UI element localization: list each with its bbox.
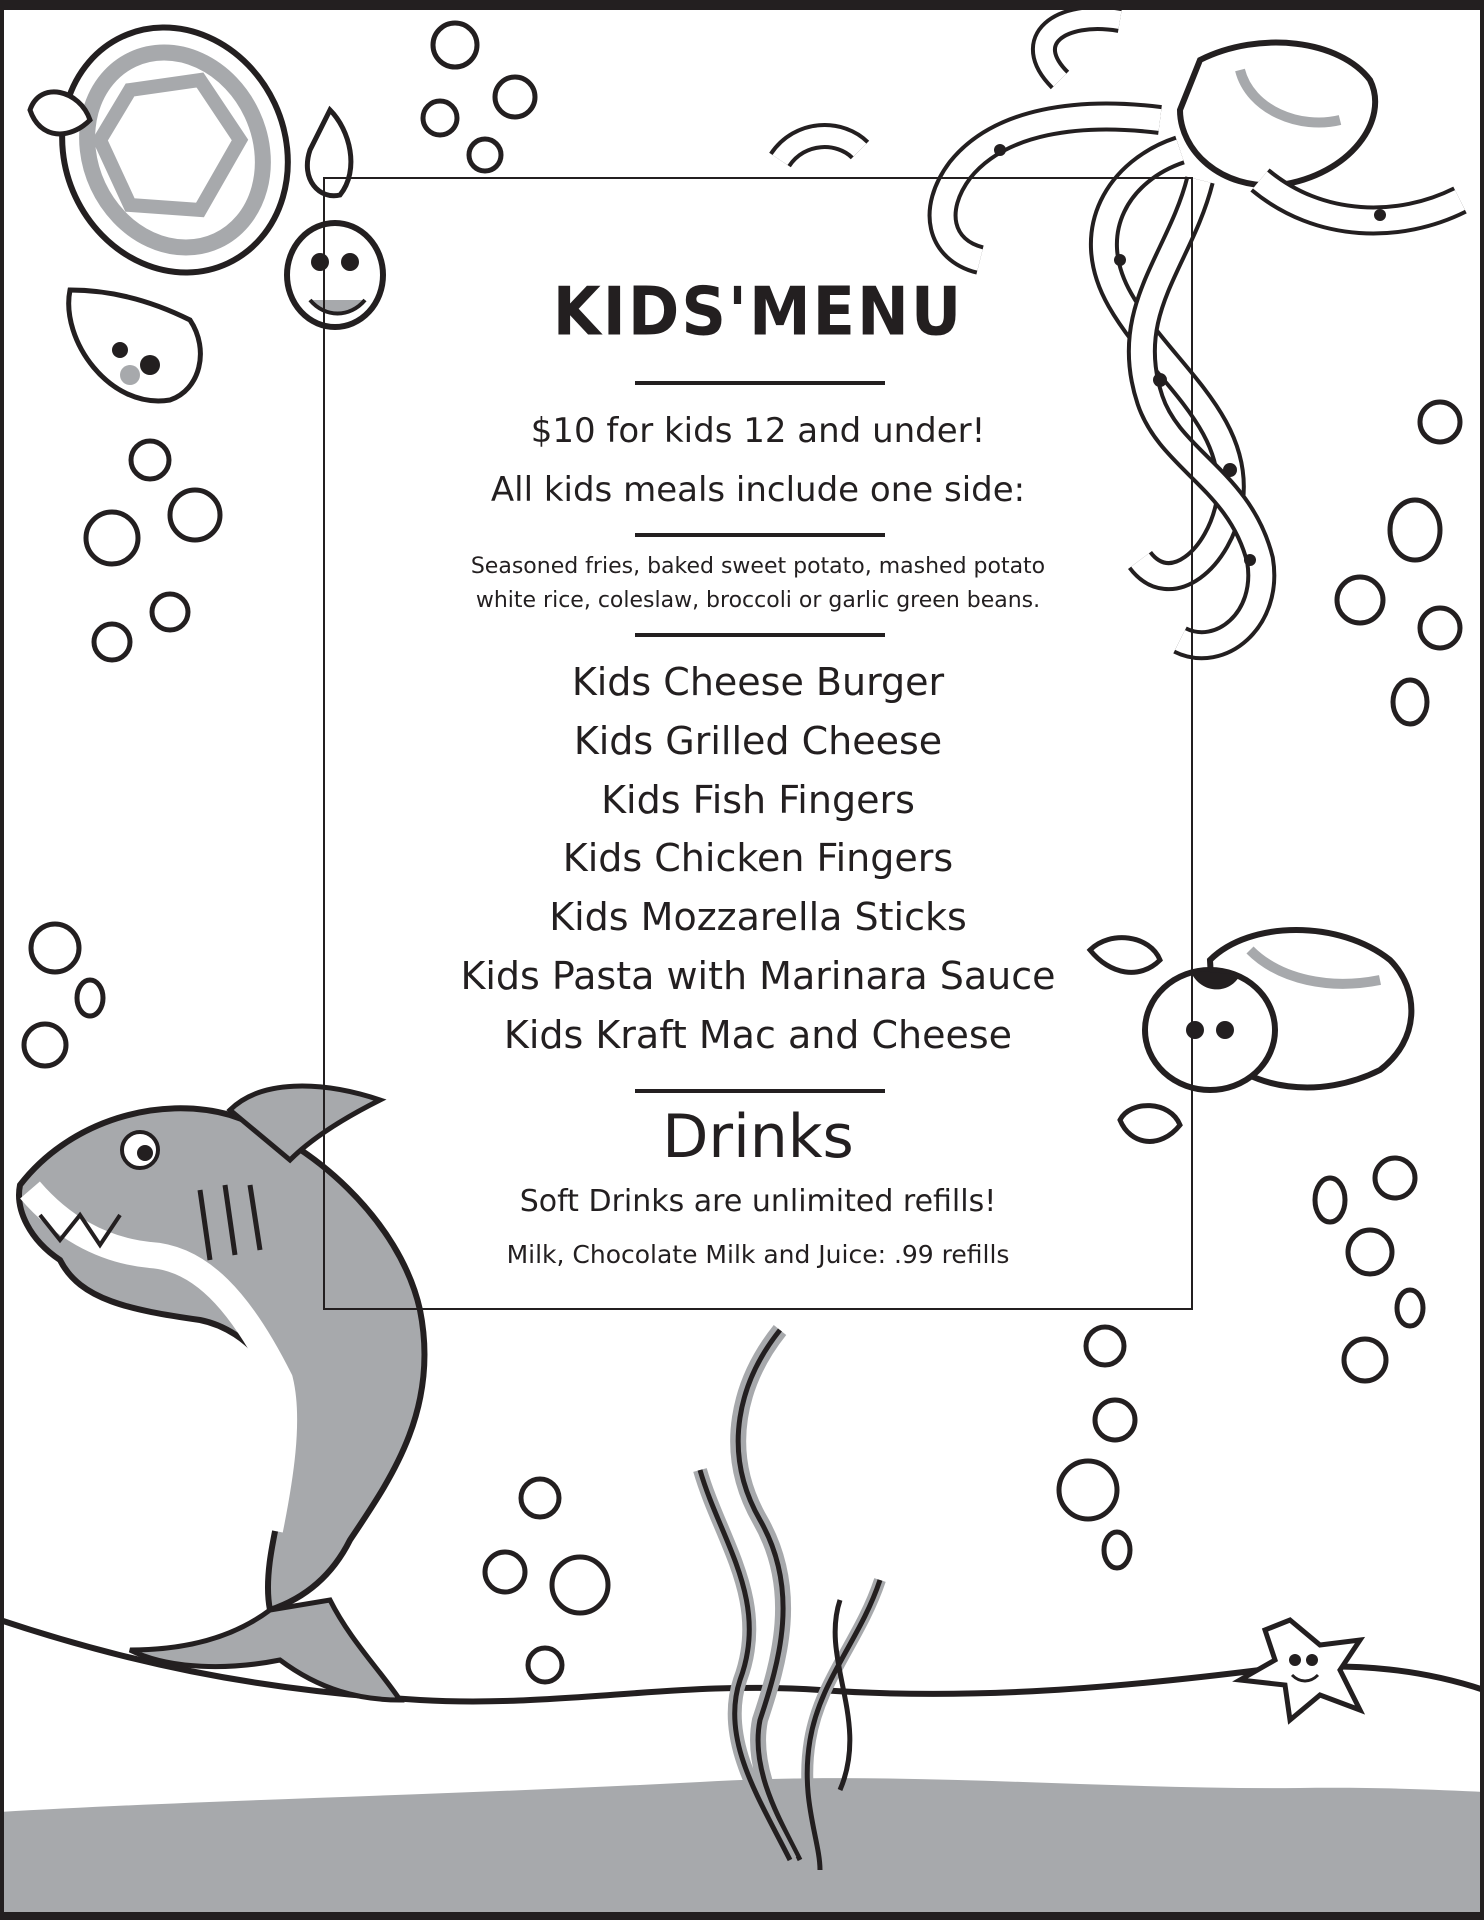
menu-item: Kids Mozzarella Sticks	[549, 895, 967, 939]
soft-drinks-note: Soft Drinks are unlimited refills!	[519, 1184, 997, 1219]
menu-title: KIDS'MENU	[552, 272, 964, 351]
menu-item: Kids Grilled Cheese	[573, 719, 943, 763]
divider	[635, 381, 885, 385]
menu-item: Kids Chicken Fingers	[562, 836, 954, 880]
sides-list-line-1: Seasoned fries, baked sweet potato, mashed potato	[470, 554, 1046, 579]
menu-item: Kids Kraft Mac and Cheese	[503, 1013, 1013, 1057]
starfish-icon	[1240, 1620, 1360, 1720]
drinks-heading: Drinks	[662, 1102, 854, 1172]
sides-list-line-2: white rice, coleslaw, broccoli or garlic green beans.	[475, 588, 1041, 613]
side-intro: All kids meals include one side:	[490, 470, 1026, 510]
price-line: $10 for kids 12 and under!	[530, 411, 986, 451]
milk-juice-note: Milk, Chocolate Milk and Juice: .99 refills	[506, 1240, 1010, 1269]
divider	[635, 533, 885, 537]
divider	[635, 1089, 885, 1093]
menu-item: Kids Pasta with Marinara Sauce	[460, 954, 1056, 998]
divider	[635, 633, 885, 637]
menu-item: Kids Fish Fingers	[601, 778, 915, 822]
menu-item: Kids Cheese Burger	[571, 660, 945, 704]
